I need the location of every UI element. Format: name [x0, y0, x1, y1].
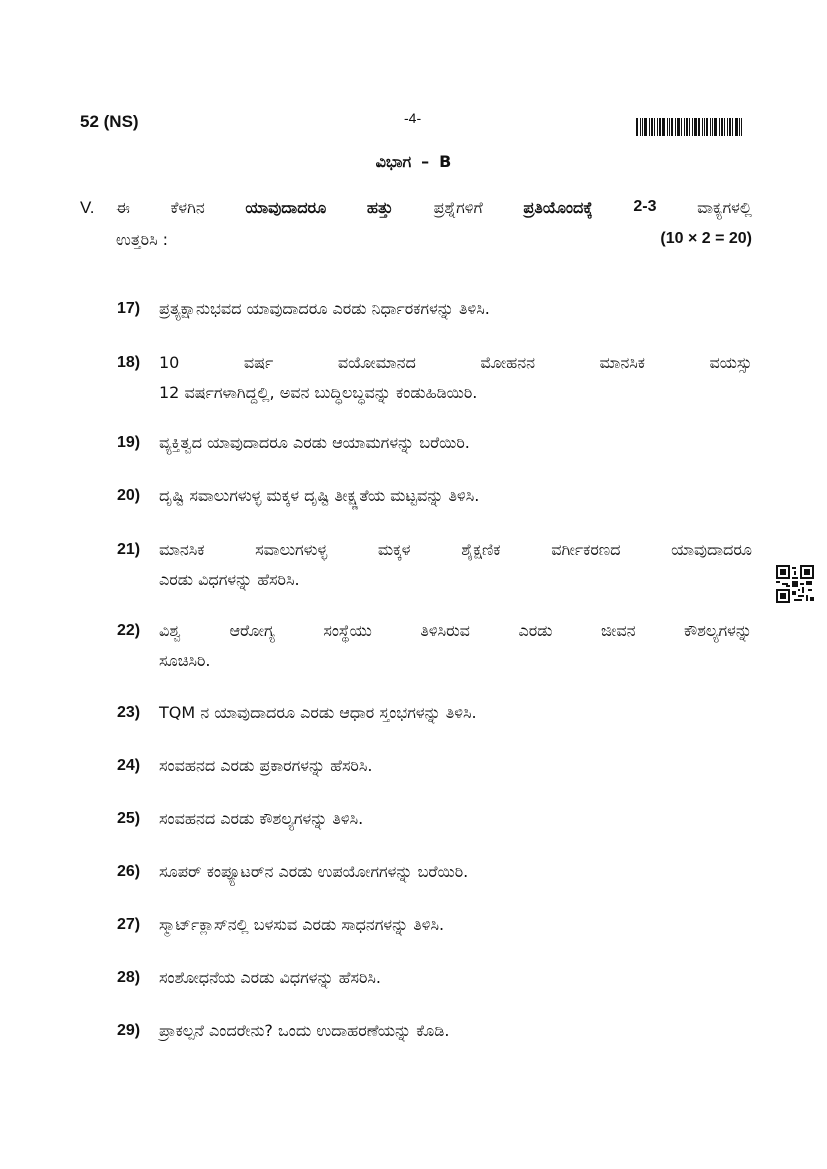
instruction-word: ವಾಕ್ಯಗಳಲ್ಲಿ — [697, 198, 752, 217]
question-number: 28) — [117, 969, 141, 986]
barcode-stripe — [712, 118, 713, 136]
instruction-word: ಹತ್ತು — [366, 198, 393, 217]
question-text: ಸಂವಹನದ ಎರಡು ಕೌಶಲ್ಯಗಳನ್ನು ತಿಳಿಸಿ. — [159, 809, 364, 828]
barcode-stripe — [710, 118, 711, 136]
question-28 — [117, 963, 752, 993]
barcode-stripe — [636, 118, 638, 136]
question-text: ಪ್ರತ್ಯಕ್ಷಾನುಭವದ ಯಾವುದಾದರೂ ಎರಡು ನಿರ್ಧಾರಕಗಳನ್ನು ತಿಳಿಸಿ. — [159, 299, 490, 318]
question-17 — [117, 294, 752, 324]
question-text: ಪ್ರಾಕಲ್ಪನೆ ಎಂದರೇನು? ಒಂದು ಉದಾಹರಣೆಯನ್ನು ಕೊಡಿ. — [159, 1021, 450, 1040]
barcode-stripe — [702, 118, 703, 136]
section-dash: – — [421, 152, 430, 171]
barcode-stripe — [669, 118, 670, 136]
barcode-stripe — [735, 118, 738, 136]
instruction-word: ಕೆಳಗಿನ — [170, 198, 205, 217]
barcode-stripe — [662, 118, 665, 136]
barcode-stripe — [689, 118, 690, 136]
barcode-icon — [636, 118, 748, 136]
question-number: 21) — [117, 541, 141, 558]
barcode-stripe — [704, 118, 705, 136]
barcode-stripe — [698, 118, 700, 136]
section-title: ವಿಭಾಗ — [375, 152, 412, 171]
barcode-stripe — [729, 118, 731, 136]
question-number: 19) — [117, 434, 141, 451]
question-text: ಸಂಶೋಧನೆಯ ಎರಡು ವಿಧಗಳನ್ನು ಹೆಸರಿಸಿ. — [159, 968, 381, 987]
barcode-stripe — [706, 118, 708, 136]
question-number: 26) — [117, 863, 141, 880]
question-text: ಸ್ಮಾರ್ಟ್‌ಕ್ಲಾಸ್‌ನಲ್ಲಿ ಬಳಸುವ ಎರಡು ಸಾಧನಗಳನ್ನು ತಿಳಿಸಿ. — [159, 915, 445, 934]
page-number: -4- — [404, 110, 422, 126]
section-letter: B — [439, 152, 452, 171]
question-number: 22) — [117, 622, 141, 639]
barcode-stripe — [721, 118, 723, 136]
qr-code-icon — [776, 565, 814, 603]
marks-allocation: (10 × 2 = 20) — [660, 230, 752, 247]
question-text-cont: 12 ವರ್ಷಗಳಾಗಿದ್ದಲ್ಲಿ, ಅವನ ಬುದ್ಧಿಲಬ್ಧವನ್ನು ಕಂಡುಹಿಡಿಯಿರಿ. — [159, 383, 478, 402]
question-21 — [117, 535, 752, 595]
barcode-stripe — [640, 118, 641, 136]
barcode-stripe — [654, 118, 655, 136]
instruction-word: ಯಾವುದಾದರೂ — [245, 198, 327, 217]
question-text: TQM ನ ಯಾವುದಾದರೂ ಎರಡು ಆಧಾರ ಸ್ತಂಭಗಳನ್ನು ತಿಳಿಸಿ. — [159, 703, 477, 722]
barcode-stripe — [659, 118, 661, 136]
barcode-stripe — [686, 118, 688, 136]
barcode-stripe — [692, 118, 693, 136]
barcode-stripe — [719, 118, 720, 136]
question-number: 17) — [117, 300, 141, 317]
question-text: ವಿಶ್ವ ಆರೋಗ್ಯ ಸಂಸ್ಥೆಯು ತಿಳಿಸಿರುವ ಎರಡು ಜೀವನ ಕೌಶಲ್ಯಗಳನ್ನು — [159, 621, 752, 640]
question-19 — [117, 428, 752, 458]
question-22 — [117, 616, 752, 676]
question-number: 20) — [117, 487, 141, 504]
barcode-stripe — [642, 118, 643, 136]
instruction-word: ಪ್ರಶ್ನೆಗಳಿಗೆ — [433, 198, 483, 217]
question-23 — [117, 698, 752, 728]
question-text-cont: ಎರಡು ವಿಧಗಳನ್ನು ಹೆಸರಿಸಿ. — [159, 570, 300, 589]
instructions — [80, 198, 752, 250]
question-29 — [117, 1016, 752, 1046]
question-26 — [117, 857, 752, 887]
barcode-stripe — [649, 118, 650, 136]
barcode-stripe — [727, 118, 728, 136]
question-number: 25) — [117, 810, 141, 827]
instruction-word: 2-3 — [633, 198, 657, 215]
barcode-stripe — [667, 118, 668, 136]
question-text: ಸೂಪರ್ ಕಂಪ್ಯೂಟರ್‌ನ ಎರಡು ಉಪಯೋಗಗಳನ್ನು ಬರೆಯಿರಿ. — [159, 862, 469, 881]
barcode-stripe — [681, 118, 682, 136]
section-heading — [0, 152, 827, 172]
instruction-number: V. — [80, 198, 95, 217]
question-20 — [117, 481, 752, 511]
barcode-stripe — [644, 118, 647, 136]
question-27 — [117, 910, 752, 940]
barcode-stripe — [714, 118, 717, 136]
question-number: 24) — [117, 757, 141, 774]
question-number: 23) — [117, 704, 141, 721]
instruction-line-2: ಉತ್ತರಿಸಿ : — [116, 230, 169, 249]
question-25 — [117, 804, 752, 834]
barcode-stripe — [739, 118, 740, 136]
barcode-stripe — [677, 118, 680, 136]
question-text: ಸಂವಹನದ ಎರಡು ಪ್ರಕಾರಗಳನ್ನು ಹೆಸರಿಸಿ. — [159, 756, 373, 775]
paper-code: 52 (NS) — [80, 112, 139, 131]
barcode-stripe — [671, 118, 673, 136]
barcode-stripe — [732, 118, 733, 136]
question-text: ದೃಷ್ಟಿ ಸವಾಲುಗಳುಳ್ಳ ಮಕ್ಕಳ ದೃಷ್ಟಿ ತೀಕ್ಷ್ಣತೆಯ ಮಟ್ಟವನ್ನು ತಿಳಿಸಿ. — [159, 486, 480, 505]
question-text: ವ್ಯಕ್ತಿತ್ವದ ಯಾವುದಾದರೂ ಎರಡು ಆಯಾಮಗಳನ್ನು ಬರೆಯಿರಿ. — [159, 433, 470, 452]
instruction-word: ಈ — [116, 198, 130, 217]
barcode-stripe — [741, 118, 742, 136]
question-text-cont: ಸೂಚಿಸಿರಿ. — [159, 651, 211, 670]
barcode-stripe — [724, 118, 725, 136]
question-text: 10 ವರ್ಷ ವಯೋಮಾನದ ಮೋಹನನ ಮಾನಸಿಕ ವಯಸ್ಸು — [159, 353, 752, 372]
instruction-line-1 — [116, 198, 752, 218]
instruction-word: ಪ್ರತಿಯೊಂದಕ್ಕೆ — [523, 198, 593, 217]
barcode-stripe — [657, 118, 658, 136]
barcode-stripe — [694, 118, 697, 136]
question-number: 18) — [117, 354, 141, 371]
question-18 — [117, 348, 752, 408]
question-text: ಮಾನಸಿಕ ಸವಾಲುಗಳುಳ್ಳ ಮಕ್ಕಳ ಶೈಕ್ಷಣಿಕ ವರ್ಗೀಕರಣದ ಯಾವುದಾದರೂ — [159, 540, 752, 559]
barcode-stripe — [684, 118, 685, 136]
question-number: 27) — [117, 916, 141, 933]
barcode-stripe — [651, 118, 653, 136]
question-number: 29) — [117, 1022, 141, 1039]
question-24 — [117, 751, 752, 781]
barcode-stripe — [675, 118, 676, 136]
